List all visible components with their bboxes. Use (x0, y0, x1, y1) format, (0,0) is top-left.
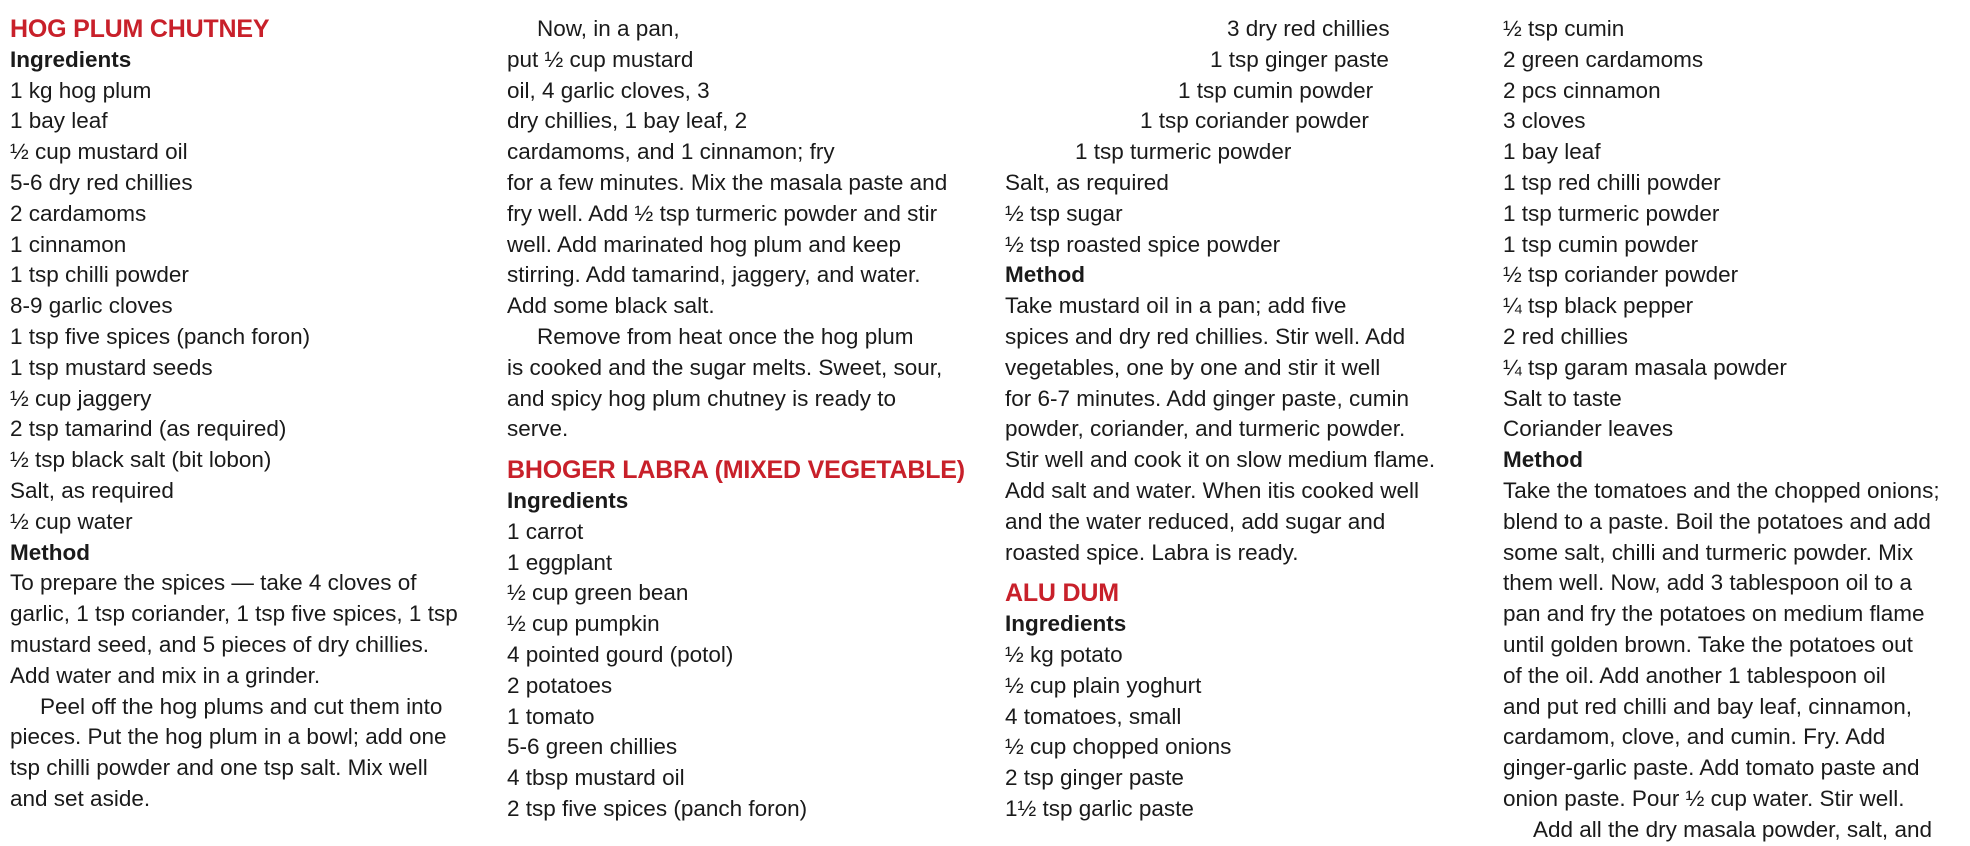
ingredients-heading: Ingredients (10, 46, 132, 72)
ingredient-item: 2 tsp ginger paste (1005, 765, 1184, 791)
ingredient-item: 3 cloves (1503, 108, 1586, 134)
ingredient-item: ½ tsp coriander powder (1503, 262, 1739, 288)
ingredient-item: 1½ tsp garlic paste (1005, 795, 1194, 821)
ingredient-item: ½ cup green bean (507, 580, 689, 606)
ingredient-item: 1 tsp cumin powder (1503, 231, 1699, 257)
ingredient-item: ¼ tsp black pepper (1503, 293, 1694, 319)
method-line: and put red chilli and bay leaf, cinnamon, (1503, 693, 1913, 719)
column-2 (507, 14, 977, 825)
ingredient-item: 2 red chillies (1503, 323, 1629, 349)
ingredient-item: 2 pcs cinnamon (1503, 77, 1661, 103)
method-line: fry well. Add ½ tsp turmeric powder and stir (507, 200, 938, 226)
ingredient-item: 2 tsp five spices (panch foron) (507, 795, 808, 821)
ingredient-item: 2 green cardamoms (1503, 46, 1704, 72)
method-line: Stir well and cook it on slow medium flame. (1005, 447, 1436, 473)
ingredient-item: 1 kg hog plum (10, 77, 152, 103)
ingredient-item: 4 tbsp mustard oil (507, 765, 685, 791)
ingredient-item: ½ cup water (10, 508, 133, 534)
column-3 (1005, 14, 1475, 825)
ingredient-item: 1 eggplant (507, 549, 613, 575)
recipe-title-alu-dum: ALU DUM (1005, 579, 1119, 608)
method-line: serve. (507, 416, 569, 442)
ingredient-item: 1 bay leaf (10, 108, 108, 134)
column-4 (1503, 14, 1963, 846)
ingredients-heading: Ingredients (507, 487, 629, 513)
method-line: dry chillies, 1 bay leaf, 2 (507, 108, 748, 134)
ingredient-item: 1 tsp mustard seeds (10, 354, 213, 380)
method-line: blend to a paste. Boil the potatoes and add (1503, 508, 1931, 534)
ingredient-item: 5-6 dry red chillies (10, 169, 193, 195)
ingredient-item: Salt, as required (1005, 169, 1169, 195)
ingredient-item: ½ kg potato (1005, 641, 1123, 667)
method-line: mustard seed, and 5 pieces of dry chillies. (10, 631, 429, 657)
method-line: cardamoms, and 1 cinnamon; fry (507, 139, 835, 165)
method-line: Add all the dry masala powder, salt, and (1533, 816, 1932, 842)
ingredient-item: ½ tsp black salt (bit lobon) (10, 447, 272, 473)
ingredient-item: ½ cup jaggery (10, 385, 152, 411)
section-gap (1005, 568, 1475, 578)
method-line: roasted spice. Labra is ready. (1005, 539, 1299, 565)
ingredient-item: Salt to taste (1503, 385, 1622, 411)
method-line: of the oil. Add another 1 tablespoon oil (1503, 662, 1886, 688)
method-line: spices and dry red chillies. Stir well. Add (1005, 323, 1406, 349)
method-line: until golden brown. Take the potatoes out (1503, 631, 1913, 657)
ingredient-item: ½ tsp cumin (1503, 16, 1625, 41)
recipe-title-hog-plum-chutney: HOG PLUM CHUTNEY (10, 15, 270, 43)
ingredient-item: ½ cup pumpkin (507, 611, 660, 637)
method-line: powder, coriander, and turmeric powder. (1005, 416, 1406, 442)
method-line: Take mustard oil in a pan; add five (1005, 293, 1347, 319)
ingredients-heading: Ingredients (1005, 611, 1127, 637)
ingredient-item: 1 cinnamon (10, 231, 127, 257)
recipe-title-bhoger-labra: BHOGER LABRA (MIXED VEGETABLE) (507, 456, 965, 485)
method-line: and spicy hog plum chutney is ready to (507, 385, 896, 411)
ingredient-item: ½ tsp sugar (1005, 200, 1123, 226)
ingredient-item: ½ cup mustard oil (10, 139, 188, 165)
method-line: garlic, 1 tsp coriander, 1 tsp five spices, 1 tsp (10, 601, 458, 627)
ingredient-item: Salt, as required (10, 477, 174, 503)
method-line: for 6-7 minutes. Add ginger paste, cumin (1005, 385, 1409, 411)
ingredient-item: Coriander leaves (1503, 416, 1674, 442)
ingredient-item: 2 potatoes (507, 672, 613, 698)
method-line: ginger-garlic paste. Add tomato paste and (1503, 755, 1920, 781)
section-gap (507, 445, 977, 455)
method-line: and the water reduced, add sugar and (1005, 508, 1386, 534)
ingredient-item: 1 carrot (507, 518, 584, 544)
method-line: Take the tomatoes and the chopped onions; (1503, 477, 1940, 503)
ingredient-item: 1 tsp turmeric powder (1075, 139, 1292, 165)
method-line: well. Add marinated hog plum and keep (507, 231, 902, 257)
ingredient-item: 8-9 garlic cloves (10, 293, 173, 319)
ingredient-item: 1 tsp five spices (panch foron) (10, 323, 311, 349)
ingredient-item: 2 cardamoms (10, 200, 147, 226)
ingredient-item: 2 tsp tamarind (as required) (10, 416, 287, 442)
method-line: them well. Now, add 3 tablespoon oil to a (1503, 570, 1912, 596)
method-line: oil, 4 garlic cloves, 3 (507, 77, 710, 103)
method-heading: Method (1503, 447, 1583, 473)
method-line: put ½ cup mustard (507, 46, 694, 72)
method-heading: Method (1005, 262, 1085, 288)
method-line: Peel off the hog plums and cut them into (40, 693, 443, 719)
ingredient-item: 1 tomato (507, 703, 595, 729)
ingredient-item: 1 tsp red chilli powder (1503, 169, 1721, 195)
method-line: cardamom, clove, and cumin. Fry. Add (1503, 724, 1886, 750)
ingredient-item: 1 tsp cumin powder (1178, 77, 1374, 103)
ingredient-item: ½ cup plain yoghurt (1005, 672, 1202, 698)
method-line: Add water and mix in a grinder. (10, 662, 321, 688)
ingredient-item: ½ cup chopped onions (1005, 734, 1232, 760)
method-line: and set aside. (10, 785, 151, 811)
ingredient-item: 1 tsp ginger paste (1210, 46, 1389, 72)
ingredient-item: 1 tsp turmeric powder (1503, 200, 1720, 226)
ingredient-item: ½ tsp roasted spice powder (1005, 231, 1281, 257)
ingredient-item: 1 tsp chilli powder (10, 262, 189, 288)
method-line: pieces. Put the hog plum in a bowl; add one (10, 724, 447, 750)
ingredient-item: 1 tsp coriander powder (1140, 108, 1369, 134)
method-line: tsp chilli powder and one tsp salt. Mix well (10, 755, 428, 781)
method-line: stirring. Add tamarind, jaggery, and water. (507, 262, 921, 288)
method-line: onion paste. Pour ½ cup water. Stir well. (1503, 785, 1905, 811)
ingredient-item: 4 tomatoes, small (1005, 703, 1182, 729)
ingredient-item: 4 pointed gourd (potol) (507, 641, 734, 667)
method-line: Remove from heat once the hog plum (537, 323, 914, 349)
method-heading: Method (10, 539, 90, 565)
ingredient-item: 3 dry red chillies (1227, 16, 1390, 41)
method-line: pan and fry the potatoes on medium flame (1503, 601, 1925, 627)
ingredient-item: 5-6 green chillies (507, 734, 678, 760)
method-line: some salt, chilli and turmeric powder. Mix (1503, 539, 1914, 565)
method-line: To prepare the spices — take 4 cloves of (10, 570, 417, 596)
column-1 (10, 14, 480, 815)
method-line: vegetables, one by one and stir it well (1005, 354, 1381, 380)
method-line: Add salt and water. When itis cooked well (1005, 477, 1419, 503)
method-line: Now, in a pan, (537, 16, 680, 41)
method-line: is cooked and the sugar melts. Sweet, sour, (507, 354, 943, 380)
ingredient-item: 1 bay leaf (1503, 139, 1601, 165)
ingredient-item: ¼ tsp garam masala powder (1503, 354, 1787, 380)
method-line: Add some black salt. (507, 293, 715, 319)
method-line: for a few minutes. Mix the masala paste and (507, 169, 948, 195)
